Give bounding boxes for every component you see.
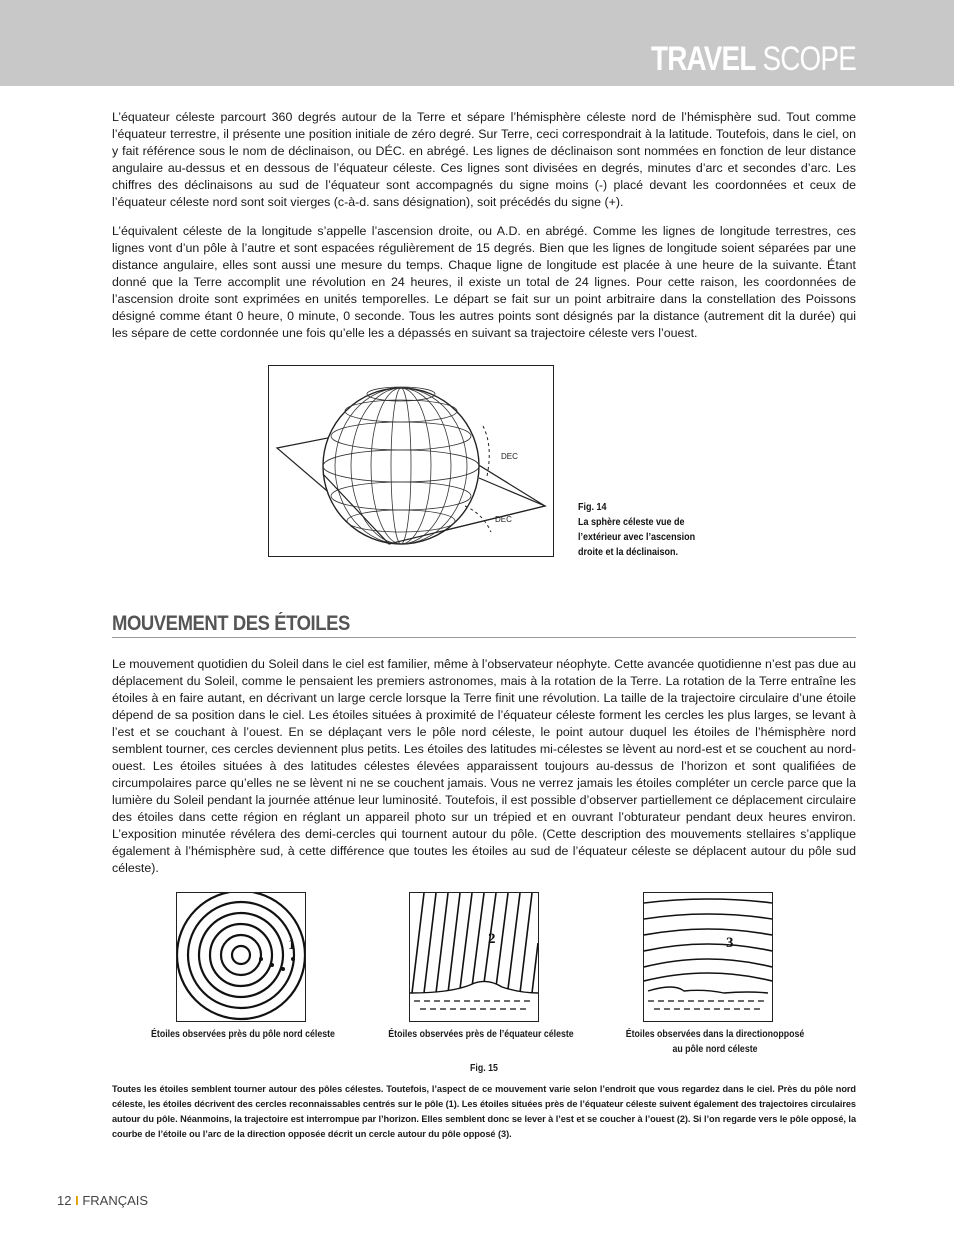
brand-title (651, 40, 856, 79)
panel1-number: 1 (288, 937, 296, 953)
paragraph-right-ascension: L’équivalent céleste de la longitude s’appelle l’ascension droite, ou A.D. en abrégé. Comme les lignes de longitude terrestres, ces lignes vont d’un pôle à l’autre et sont espacées régulièrement de 15 degrés. Bien que les lignes de longitude soient séparées par une distance angulaire, elles sont aussi une mesure du temps. Chaque ligne de longitude est placée à une heure de la suivante. Étant donné que la Terre accomplit une révolution en 24 heures, il existe un total de 24 lignes. Pour cette raison, les coordonnées de l’ascension droite sont exprimées en unités temporelles. Le départ se fait sur un point arbitraire dans la constellation des Poissons désigné comme étant 0 heure, 0 minute, 0 seconde. Tous les autres points sont désignés par la distance (autrement dit la durée) qui les sépare de cette cordonnée une fois qu’elle les a dépassés en suivant sa trajectoire céleste vers l’ouest. (112, 224, 856, 340)
panel3-number: 3 (726, 935, 734, 951)
fig15-caption-opposite-line1: Étoiles observées dans la directionopposé (625, 1029, 805, 1040)
fig14-caption-line4: droite et la déclinaison. (578, 547, 679, 558)
paragraph-star-motion: Le mouvement quotidien du Soleil dans le ciel est familier, même à l’observateur néophyte. Cette avancée quotidienne n’est pas due au déplacement du Soleil, comme le pensaient les premiers astronomes, mais à la rotation de la Terre. La rotation de la Terre entraîne les étoiles à en faire autant, en décrivant un large cercle lorsque la Terre finit une révolution. La taille de la trajectoire circulaire d’une étoile dépend de sa position dans le ciel. Les étoiles situées à proximité de l’équateur céleste forment les cercles les plus larges, se levant à l’est et se couchant à l’ouest. En se déplaçant vers le pôle nord céleste, le point autour duquel les étoiles de l’hémisphère nord semblent tourner, ces cercles deviennent plus petits. Les étoiles des latitudes mi-célestes se lèvent au nord-est et se couchent au nord-ouest. Les étoiles situées à des latitudes célestes élevées apparaissent toujours au-dessus de l’horizon et sont qualifiées de circumpolaires parce qu’elles ne se lèvent ni ne se couchent jamais. Vous ne verrez jamais les étoiles compléter un cercle parce que la lumière du Soleil pendant la journée atténue leur luminosité. Toutefois, il est possible d’observer partiellement ce déplacement circulaire des étoiles dans cette région en réglant un appareil photo sur un trépied et en ouvrant l’obturateur pendant deux heures environ. L’exposition minutée révélera des demi-cercles qui tournent autour du pôle. (Cette description des mouvements stellaires s’applique également à l’hémisphère sud, à cette différence que toutes les étoiles au sud de l’équateur céleste se déplacent autour du pôle sud céleste). (112, 657, 856, 875)
star-trails-pole-figure (176, 892, 306, 1022)
panel2-number: 2 (488, 931, 496, 947)
section-divider (112, 637, 856, 638)
fig14-caption (578, 500, 704, 560)
diagonal-trails-illustration (410, 893, 538, 1021)
fig14-caption-line2: La sphère céleste vue de (578, 517, 685, 528)
celestial-sphere-illustration (269, 366, 553, 556)
fig15-caption-equator: Étoiles observées près de l’équateur céleste (388, 1029, 574, 1040)
paragraph-equator: L’équateur céleste parcourt 360 degrés autour de la Terre et sépare l’hémisphère céleste nord de l’hémisphère sud. Tout comme l’équateur terrestre, il présente une position initiale de zéro degré. Sur Terre, ceci correspondrait à la latitude. Toutefois, dans le ciel, on y fait référence sous le nom de déclinaison, ou DÉC. en abrégé. Les lignes de déclinaison sont nommées en fonction de leur distance angulaire au-dessus et en dessous de l’équateur céleste. Ces lignes sont divisées en degrés, minutes d’arc et secondes d’arc. Les chiffres des déclinaisons au sud de l’équateur sont accompagnés du signe moins (-) placé devant les coordonnées et ceux de l’équateur céleste nord sont soit vierges (c-à-d. sans désignation), soit précédés du signe (+). (112, 110, 856, 209)
fig14-caption-line3: l’extérieur avec l’ascension (578, 532, 696, 543)
page-number: 12 (57, 1193, 72, 1208)
arc-trails-illustration (644, 893, 772, 1021)
fig15-caption-pole: Étoiles observées près du pôle nord céleste (151, 1029, 335, 1040)
section-title: MOUVEMENT DES ÉTOILES (112, 612, 350, 635)
footer-separator: I (75, 1193, 79, 1208)
footer-language: FRANÇAIS (82, 1193, 149, 1208)
celestial-sphere-figure (268, 365, 554, 557)
star-trails-opposite-figure (643, 892, 773, 1022)
fig15-caption-opposite-line2: au pôle nord céleste (672, 1044, 758, 1055)
dec-label-upper: DEC (501, 452, 518, 461)
fig15-note: Toutes les étoiles semblent tourner autour des pôles célestes. Toutefois, l’aspect de ce mouvement varie selon l’endroit que vous regardez dans le ciel. Près du pôle nord céleste, les étoiles décrivent des cercles reconnaissables centrés sur le pôle (1). Les étoiles situées près de l’équateur céleste suivent également des trajectoires circulaires autour du pôle. Néanmoins, la trajectoire est interrompue par l’horizon. Elles semblent donc se lever à l’est et se coucher à l’ouest (2). Si l’on regarde vers le pôle opposé, la courbe de l’étoile ou l’arc de la direction opposée décrit un cercle autour du pôle opposé (3). (112, 1084, 856, 1139)
dec-label-lower: DEC (495, 515, 512, 524)
page-footer (57, 1193, 148, 1208)
concentric-circles-illustration (177, 893, 305, 1021)
star-trails-equator-figure (409, 892, 539, 1022)
fig14-caption-line1: Fig. 14 (578, 502, 607, 513)
brand-title-light: SCOPE (755, 40, 856, 78)
fig15-label: Fig. 15 (470, 1063, 498, 1074)
brand-title-bold: TRAVEL (651, 40, 756, 78)
header-bar (0, 0, 954, 86)
fig15-caption-opposite (614, 1027, 816, 1057)
